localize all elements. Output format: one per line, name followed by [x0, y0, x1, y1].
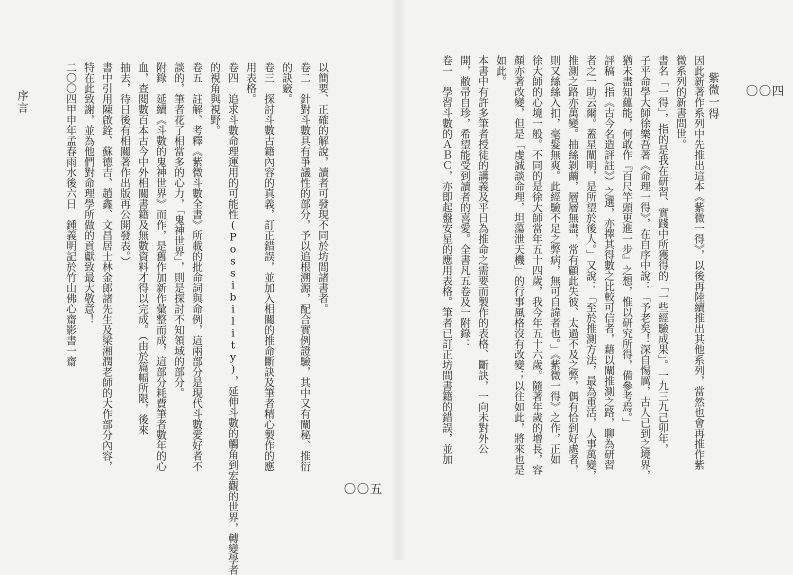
text-column: 本書中有許多筆者授徒的講義及平日為推命之需要而製作的表格、斷訣，一向未對外公: [477, 55, 489, 454]
text-column: 用表格。: [245, 62, 257, 104]
text-column: 因此新著作系列中先推出這本《紫微一得》，以後再陸續推出其他系列，當然也會再推作紫: [693, 55, 705, 470]
text-column: 子平命學大師徐樂吾著《命理一得》，在自序中說：「予老矣！深自惕厲，古人已到之境界，: [639, 55, 651, 481]
text-column: 特在此致謝，並為他們對命理學所做的貢獻致最大敬意！: [83, 62, 95, 325]
left-running-header: 序言: [16, 90, 29, 114]
text-column: 顏亦著改變，但是「虔誠談命理，坦蕩泄天機」的行事風格沒有改變；以往如此，將來也是: [513, 55, 525, 475]
text-column: 書名「一得」，指的是我在研習、實踐中所獲得的「一些經驗成果」。一九三九己卯年，: [657, 55, 669, 454]
text-column: 者之一助云爾。蓋星闡明，是所望於後人。」又說：「至於推測方法，最為重活，人事萬變，: [585, 55, 597, 481]
right-running-header: 紫微一得: [707, 72, 720, 120]
text-column: 徐大師的心境一般。不同的是徐大師當年五十四歲，我今年五十六歲。隨著年歲的增長，容: [531, 55, 543, 475]
right-page-number: 〇〇四: [746, 84, 786, 98]
text-column: 抽去，待日後有相關著作出版再公開發表。）: [119, 62, 131, 267]
text-column: 如此。: [495, 55, 507, 87]
text-column: 卷一 學習斗數的ＡＢＣ，亦即起盤安星的應用表格。筆者已訂正坊間書籍的錯誤，並加: [441, 55, 453, 465]
text-column: 的訣竅。: [281, 62, 293, 104]
text-column: 附錄 延續《斗數的鬼神世界》而作，是舊作加新作彙整而成，這部分耗費筆者數年的心: [155, 62, 167, 472]
right-page: [398, 0, 793, 560]
text-column: 微系列的新書問世。: [675, 55, 687, 150]
text-column: 評稿（指《古今名造評註》）之選，亦擇其得數之比較可信者，藉以闡推測之路，聊為研習: [603, 55, 615, 470]
text-column: 血，查閱數百本古今中外相關書籍及無數資料才得以完成。（由於篇幅所限，後來: [137, 62, 149, 435]
text-column: 的視角與視野。: [209, 62, 221, 136]
text-column: 談的，筆者花了相當多的心力，「鬼神世界」，則是探討不知領域的部分。: [173, 62, 185, 398]
text-column: 猶未盡知蘊能，何敢作『百尺竿頭更進一步』之想，惟以研究所得，備參考焉。」: [621, 55, 633, 428]
left-page-number: 〇〇五: [344, 482, 384, 496]
text-column: 則又絲絲入扣，毫髮無爽。此經驗不足之弊病，無可自諱者也。」《紫微一得》之作，正如: [549, 55, 561, 465]
text-column: 卷五 註解、考釋《紫微斗數全書》所載的批命詞與命例，這兩部分是現代斗數愛好者不: [191, 62, 203, 472]
text-column: 二〇〇四甲申年孟春雨水後六日 鍾義明記於竹山佛心齋影書一齋: [65, 62, 77, 367]
text-column: 推測之路亦萬變。抽絲剝繭，層層無盡，常有顧此失彼、太過不及之弊，偶有恰到好處者，: [567, 55, 579, 475]
right-body-text: [438, 55, 708, 495]
text-column: 書中引用陳啟銓、蘇德吉、趙鑫、文昌居士林金郎諸先生及梁湘潤老師的大作部分內容，: [101, 62, 113, 472]
text-column: 開，敝帚自珍，希望能受到讀者的喜愛。全書凡五卷及一附錄：: [459, 55, 471, 349]
text-column: 卷四 追求斗數命理運用的可能性(Possibility)，延伸斗數的觸角到宏觀的世界，轉變學者: [227, 62, 239, 575]
text-column: 以簡要、正確的解說，讀者可發現不同於坊間諸書者。: [317, 62, 329, 314]
text-column: 卷二 針對斗數具有爭議性的部分，予以追根溯源，配合實例證驗，其中又有闡秘、推衍: [299, 62, 311, 472]
text-column: 卷三 探討斗數古籍內容的真義，訂正錯誤，並加入相關的推命斷訣及筆者精心製作的應: [263, 62, 275, 472]
left-body-text: [62, 62, 332, 575]
